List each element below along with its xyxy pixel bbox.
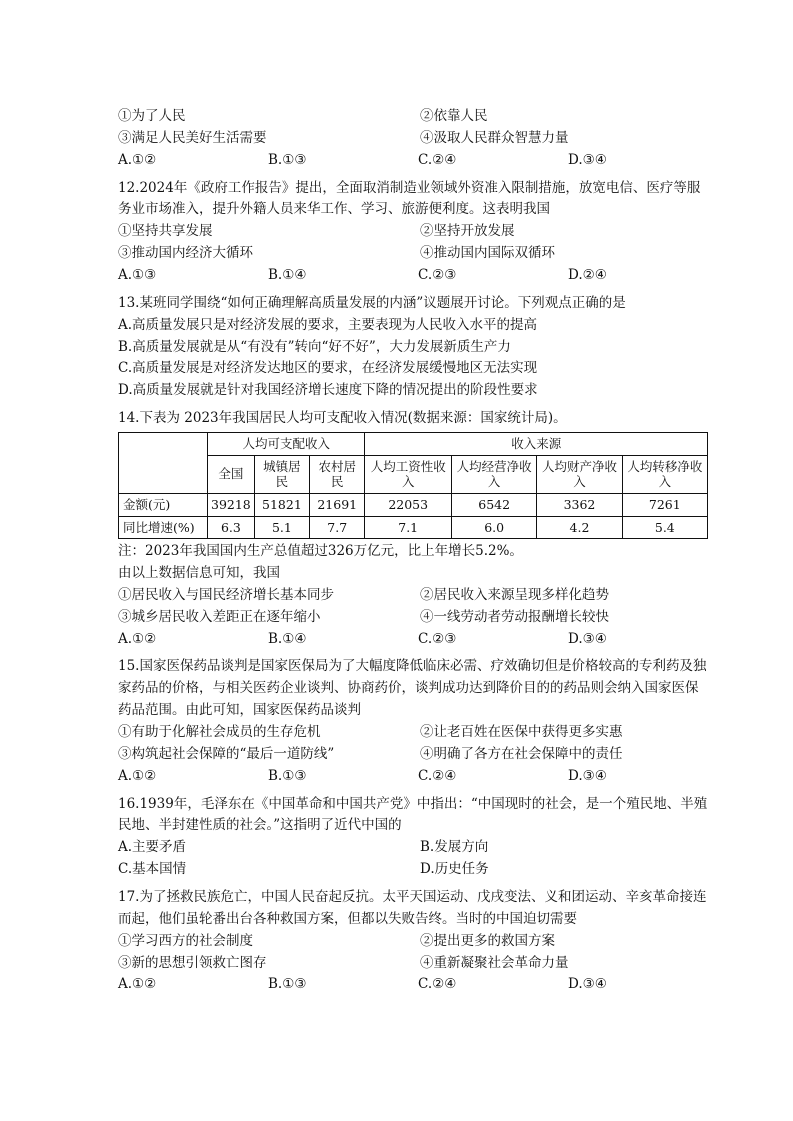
q17-option-2: ②提出更多的救国方案 xyxy=(420,932,555,949)
q12-choices xyxy=(118,265,708,287)
table-row xyxy=(119,516,708,539)
q15-choice-d: D.③④ xyxy=(568,767,607,784)
q16-stem: 16.1939年，毛泽东在《中国革命和中国共产党》中指出：“中国现时的社会，是一个殖民地、半殖民地、半封建性质的社会。”这指明了近代中国的 xyxy=(118,795,708,834)
q12-choice-a: A.①③ xyxy=(118,267,157,284)
question-17 xyxy=(118,887,708,996)
q11-options xyxy=(118,106,708,150)
table-col-header: 城镇居民 xyxy=(254,455,309,493)
table-cell: 3362 xyxy=(537,493,622,516)
q17-choice-a: A.①② xyxy=(118,976,157,993)
q14-option-3: ③城乡居民收入差距正在逐年缩小 xyxy=(118,608,321,625)
q11-choices xyxy=(118,150,708,172)
table-cell: 7.1 xyxy=(365,516,452,539)
q11-choice-b: B.①③ xyxy=(268,151,307,168)
q16-options xyxy=(118,837,708,881)
table-col-header: 人均经营净收入 xyxy=(452,455,537,493)
q12-option-4: ④推动国内国际双循环 xyxy=(420,245,555,262)
table-cell: 39218 xyxy=(208,493,255,516)
table-cell: 6.3 xyxy=(208,516,255,539)
q13-stem: 13.某班同学围绕“如何正确理解高质量发展的内涵”议题展开讨论。下列观点正确的是 xyxy=(118,294,626,311)
q11-option-3: ③满足人民美好生活需要 xyxy=(118,129,267,146)
q12-option-1: ①坚持共享发展 xyxy=(118,223,213,240)
q13-option-b: B.高质量发展就是从“有没有”转向“好不好”，大力发展新质生产力 xyxy=(118,338,511,355)
q12-option-2: ②坚持开放发展 xyxy=(420,223,515,240)
q12-choice-c: C.②③ xyxy=(418,267,457,284)
q11-choice-a: A.①② xyxy=(118,151,157,168)
q15-stem: 15.国家医保药品谈判是国家医保局为了大幅度降低临床必需、疗效确切但是价格较高的专利药及独家药品的价格，与相关医药企业谈判、协商药价，谈判成功达到降价目的的药品则会纳入国家医保药品范围。由此可知，国家医保药品谈判 xyxy=(118,658,707,719)
q17-choice-b: B.①③ xyxy=(268,976,307,993)
q14-choice-d: D.③④ xyxy=(568,630,607,647)
question-12 xyxy=(118,178,708,287)
q17-option-3: ③新的思想引领救亡图存 xyxy=(118,954,267,971)
q16-choice-b: B.发展方向 xyxy=(420,839,489,856)
q16-choice-c: C.基本国情 xyxy=(118,861,187,878)
table-row-label: 金额(元) xyxy=(119,493,208,516)
q14-option-1: ①居民收入与国民经济增长基本同步 xyxy=(118,586,334,603)
q14-lead: 由以上数据信息可知，我国 xyxy=(118,565,280,582)
table-corner xyxy=(119,433,208,494)
table-cell: 21691 xyxy=(310,493,365,516)
q13-option-a: A.高质量发展只是对经济发展的要求，主要表现为人民收入水平的提高 xyxy=(118,316,538,333)
income-table xyxy=(118,432,708,539)
q12-stem: 12.2024年《政府工作报告》提出，全面取消制造业领域外资准入限制措施，放宽电信、医疗等服务业市场准入，提升外籍人员来华工作、学习、旅游便利度。这表明我国 xyxy=(118,179,701,218)
q15-choice-a: A.①② xyxy=(118,767,157,784)
q14-choice-c: C.②③ xyxy=(418,630,457,647)
question-16 xyxy=(118,794,708,881)
table-col-header: 人均财产净收入 xyxy=(537,455,622,493)
q14-stem: 14.下表为 2023年我国居民人均可支配收入情况(数据来源：国家统计局)。 xyxy=(118,410,567,427)
table-cell: 6.0 xyxy=(452,516,537,539)
q14-option-2: ②居民收入来源呈现多样化趋势 xyxy=(420,586,609,603)
q14-options xyxy=(118,585,708,629)
q14-note: 注：2023年我国国内生产总值超过326万亿元，比上年增长5.2%。 xyxy=(118,543,523,560)
q15-choice-c: C.②④ xyxy=(418,767,457,784)
q15-options xyxy=(118,722,708,766)
table-group-header-income: 人均可支配收入 xyxy=(208,433,365,456)
q15-choice-b: B.①③ xyxy=(268,767,307,784)
table-cell: 4.2 xyxy=(537,516,622,539)
q17-choice-d: D.③④ xyxy=(568,976,607,993)
q15-choices xyxy=(118,766,708,788)
exam-page xyxy=(118,106,708,1002)
table-cell: 5.4 xyxy=(622,516,707,539)
question-13 xyxy=(118,293,708,402)
q17-choices xyxy=(118,974,708,996)
q16-choice-a: A.主要矛盾 xyxy=(118,839,187,856)
table-col-header: 全国 xyxy=(208,455,255,493)
table-group-header-source: 收入来源 xyxy=(365,433,708,456)
q17-options xyxy=(118,931,708,975)
q17-option-4: ④重新凝聚社会革命力量 xyxy=(420,954,569,971)
q14-choice-b: B.①④ xyxy=(268,630,307,647)
q11-option-1: ①为了人民 xyxy=(118,108,186,124)
table-cell: 22053 xyxy=(365,493,452,516)
q11-option-2: ②依靠人民 xyxy=(420,108,488,124)
q11-choice-d: D.③④ xyxy=(568,151,607,168)
q12-choice-b: B.①④ xyxy=(268,267,307,284)
table-col-header: 人均工资性收入 xyxy=(365,455,452,493)
q12-option-3: ③推动国内经济大循环 xyxy=(118,245,253,262)
q15-option-3: ③构筑起社会保障的“最后一道防线” xyxy=(118,745,335,762)
table-row-label: 同比增速(%) xyxy=(119,516,208,539)
table-col-header: 农村居民 xyxy=(310,455,365,493)
table-cell: 51821 xyxy=(254,493,309,516)
table-row xyxy=(119,493,708,516)
q16-choice-d: D.历史任务 xyxy=(420,861,489,878)
q11-choice-c: C.②④ xyxy=(418,151,457,168)
table-cell: 7261 xyxy=(622,493,707,516)
table-cell: 7.7 xyxy=(310,516,365,539)
table-cell: 6542 xyxy=(452,493,537,516)
q14-option-4: ④一线劳动者劳动报酬增长较快 xyxy=(420,608,609,625)
question-11 xyxy=(118,106,708,172)
table-cell: 5.1 xyxy=(254,516,309,539)
q13-option-c: C.高质量发展是对经济发达地区的要求，在经济发展缓慢地区无法实现 xyxy=(118,360,538,377)
q12-options xyxy=(118,221,708,265)
q14-choice-a: A.①② xyxy=(118,630,157,647)
q17-stem: 17.为了拯救民族危亡，中国人民奋起反抗。太平天国运动、戊戌变法、义和团运动、辛亥革命接连而起，他们虽轮番出台各种救国方案，但都以失败告终。当时的中国迫切需要 xyxy=(118,889,707,927)
q13-option-d: D.高质量发展就是针对我国经济增长速度下降的情况提出的阶段性要求 xyxy=(118,382,538,399)
q14-choices xyxy=(118,629,708,651)
question-15 xyxy=(118,656,708,787)
question-14 xyxy=(118,408,708,650)
q15-option-1: ①有助于化解社会成员的生存危机 xyxy=(118,724,321,741)
q11-option-4: ④汲取人民群众智慧力量 xyxy=(420,129,569,146)
q17-option-1: ①学习西方的社会制度 xyxy=(118,932,253,949)
q12-choice-d: D.②④ xyxy=(568,267,607,284)
q15-option-2: ②让老百姓在医保中获得更多实惠 xyxy=(420,724,623,741)
table-col-header: 人均转移净收入 xyxy=(622,455,707,493)
q17-choice-c: C.②④ xyxy=(418,976,457,993)
q15-option-4: ④明确了各方在社会保障中的责任 xyxy=(420,745,623,762)
